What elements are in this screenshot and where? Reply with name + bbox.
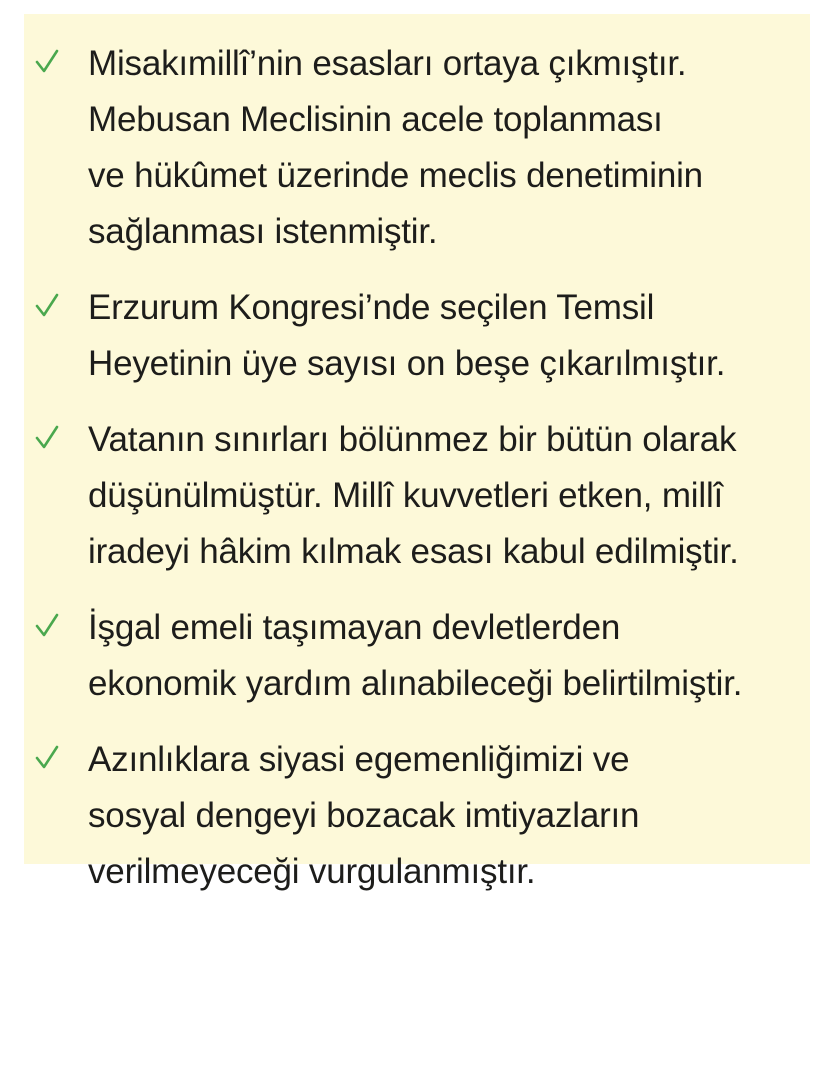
list-item-text [88,280,800,392]
list-item-line: Mebusan Meclisinin acele toplanması [88,100,663,139]
list-item-line: düşünülmüştür. Millî kuvvetleri etken, millî [88,476,724,515]
list-item-line: ve hükûmet üzerinde meclis denetiminin [88,156,703,195]
list-item-line: verilmeyeceği vurgulanmıştır. [88,852,536,891]
checkmark-icon [34,40,60,80]
list-item-line: Vatanın sınırları bölünmez bir bütün olarak [88,420,737,459]
list-item [24,600,810,712]
list-item-line: Azınlıklara siyasi egemenliğimizi ve [88,740,630,779]
list-item-line: Heyetinin üye sayısı on beşe çıkarılmıştır. [88,344,726,383]
list-item-text [88,412,800,580]
checkmark-icon [34,416,60,456]
list-item [24,36,810,260]
checkmark-icon [34,284,60,324]
list-item-text [88,732,800,900]
decisions-panel [24,14,810,891]
list-item-line: Misakımillî’nin esasları ortaya çıkmıştır. [88,44,687,83]
list-item-line: ekonomik yardım alınabileceği belirtilmiştir. [88,664,743,703]
list-item-line: Erzurum Kongresi’nde seçilen Temsil [88,288,655,327]
list-item [24,280,810,392]
list-item [24,412,810,580]
list-item-text [88,600,800,712]
list-item-line: İşgal emeli taşımayan devletlerden [88,608,621,647]
checkmark-icon [34,604,60,644]
checkmark-icon [34,736,60,776]
list-item [24,732,810,900]
list-item-text [88,36,800,260]
list-item-line: sağlanması istenmiştir. [88,212,438,251]
list-item-line: sosyal dengeyi bozacak imtiyazların [88,796,640,835]
list-item-line: iradeyi hâkim kılmak esası kabul edilmiştir. [88,532,739,571]
